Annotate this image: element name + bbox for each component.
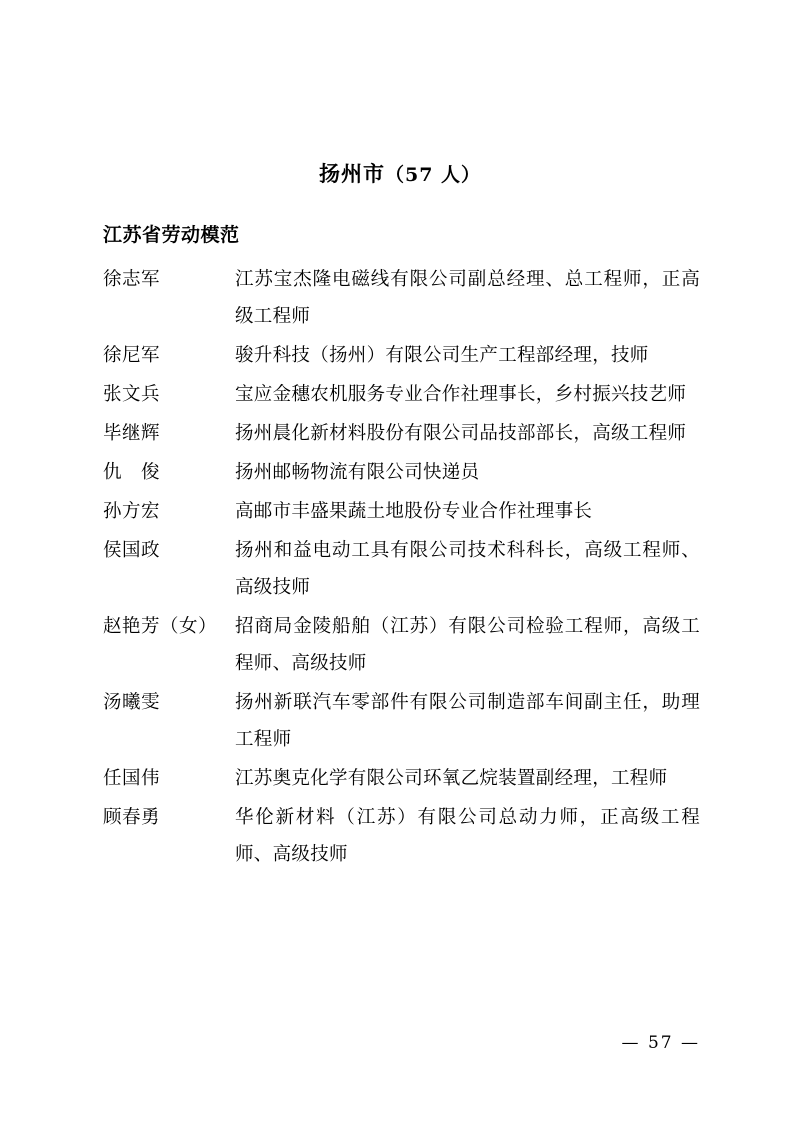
- list-item: [0, 760, 800, 797]
- entry-name: 汤曦雯: [103, 692, 161, 713]
- list-item: [0, 337, 800, 374]
- entry-name: 任国伟: [103, 768, 161, 789]
- entry-name: 徐志军: [103, 269, 161, 290]
- entry-description: 宝应金穗农机服务专业合作社理事长，乡村振兴技艺师: [235, 384, 687, 405]
- page-title: [0, 0, 800, 188]
- entry-description: 扬州新联汽车零部件有限公司制造部车间副主任，助理工程师: [235, 692, 700, 750]
- entry-name: 徐尼军: [103, 345, 161, 366]
- entry-name: 张文兵: [103, 384, 161, 405]
- entry-name: 仇 俊: [103, 462, 161, 483]
- list-item: [0, 415, 800, 452]
- entry-name: 赵艳芳（女）: [103, 616, 218, 637]
- entry-description: 江苏奥克化学有限公司环氧乙烷装置副经理，工程师: [235, 768, 668, 789]
- entry-description: 华伦新材料（江苏）有限公司总动力师，正高级工程师、高级技师: [235, 807, 700, 865]
- entry-description: 高邮市丰盛果蔬土地股份专业合作社理事长: [235, 501, 593, 522]
- list-item: [0, 608, 800, 682]
- entry-name: 毕继辉: [103, 423, 161, 444]
- section-heading: 江苏省劳动模范: [103, 224, 240, 246]
- list-item: [0, 532, 800, 606]
- entry-description: 扬州邮畅物流有限公司快递员: [235, 462, 480, 483]
- page-number: — 57 —: [621, 1033, 700, 1053]
- list-item: [0, 454, 800, 491]
- entry-description: 扬州和益电动工具有限公司技术科科长，高级工程师、高级技师: [235, 540, 700, 598]
- list-item: [0, 684, 800, 758]
- page-title-city: 扬州市: [318, 161, 385, 186]
- entry-description: 江苏宝杰隆电磁线有限公司副总经理、总工程师，正高级工程师: [235, 269, 700, 327]
- list-item: [0, 493, 800, 530]
- entry-list: [0, 247, 800, 873]
- entry-name: 孙方宏: [103, 501, 161, 522]
- entry-description: 招商局金陵船舶（江苏）有限公司检验工程师，高级工程师、高级技师: [235, 616, 700, 674]
- list-item: [0, 261, 800, 335]
- entry-description: 骏升科技（扬州）有限公司生产工程部经理，技师: [235, 345, 649, 366]
- entry-name: 顾春勇: [103, 807, 161, 828]
- list-item: [0, 376, 800, 413]
- page-title-count: （57 人）: [384, 164, 482, 186]
- entry-name: 侯国政: [103, 540, 161, 561]
- list-item: [0, 799, 800, 873]
- entry-description: 扬州晨化新材料股份有限公司品技部部长，高级工程师: [235, 423, 687, 444]
